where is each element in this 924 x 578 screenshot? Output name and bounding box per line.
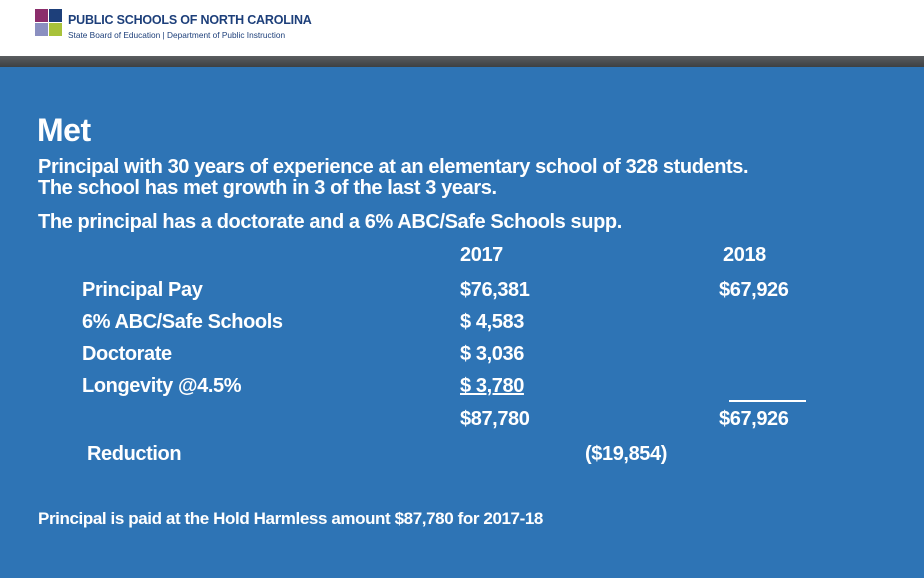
reduction-value: ($19,854) [585,443,668,465]
row-value-2017: $ 4,583 [460,311,524,333]
row-label: 6% ABC/Safe Schools [82,311,283,333]
header [0,0,924,56]
total-2018: $67,926 [719,408,789,430]
description-line-3: The principal has a doctorate and a 6% ABC/Safe Schools supp. [38,211,622,233]
column-header-2018: 2018 [723,244,766,266]
row-label: Longevity @4.5% [82,375,242,397]
description-line-1: Principal with 30 years of experience at an elementary school of 328 students. [38,156,749,178]
column-header-2017: 2017 [460,244,503,266]
org-name: PUBLIC SCHOOLS OF NORTH CAROLINA [68,13,312,27]
header-divider [0,56,924,67]
slide-title: Met [37,112,91,148]
row-value-2018: $67,926 [719,279,789,301]
org-subtitle: State Board of Education | Department of Public Instruction [68,30,286,40]
reduction-label: Reduction [87,443,182,465]
row-value-2017: $ 3,780 [460,375,524,397]
row-label: Doctorate [82,343,172,365]
description-line-2: The school has met growth in 3 of the last 3 years. [38,177,497,199]
dpi-logo-icon [35,9,63,37]
sum-underline [729,400,806,402]
row-label: Principal Pay [82,279,203,301]
footer-note: Principal is paid at the Hold Harmless amount $87,780 for 2017-18 [38,509,543,528]
row-value-2017: $76,381 [460,279,530,301]
total-2017: $87,780 [460,408,530,430]
row-value-2017: $ 3,036 [460,343,524,365]
